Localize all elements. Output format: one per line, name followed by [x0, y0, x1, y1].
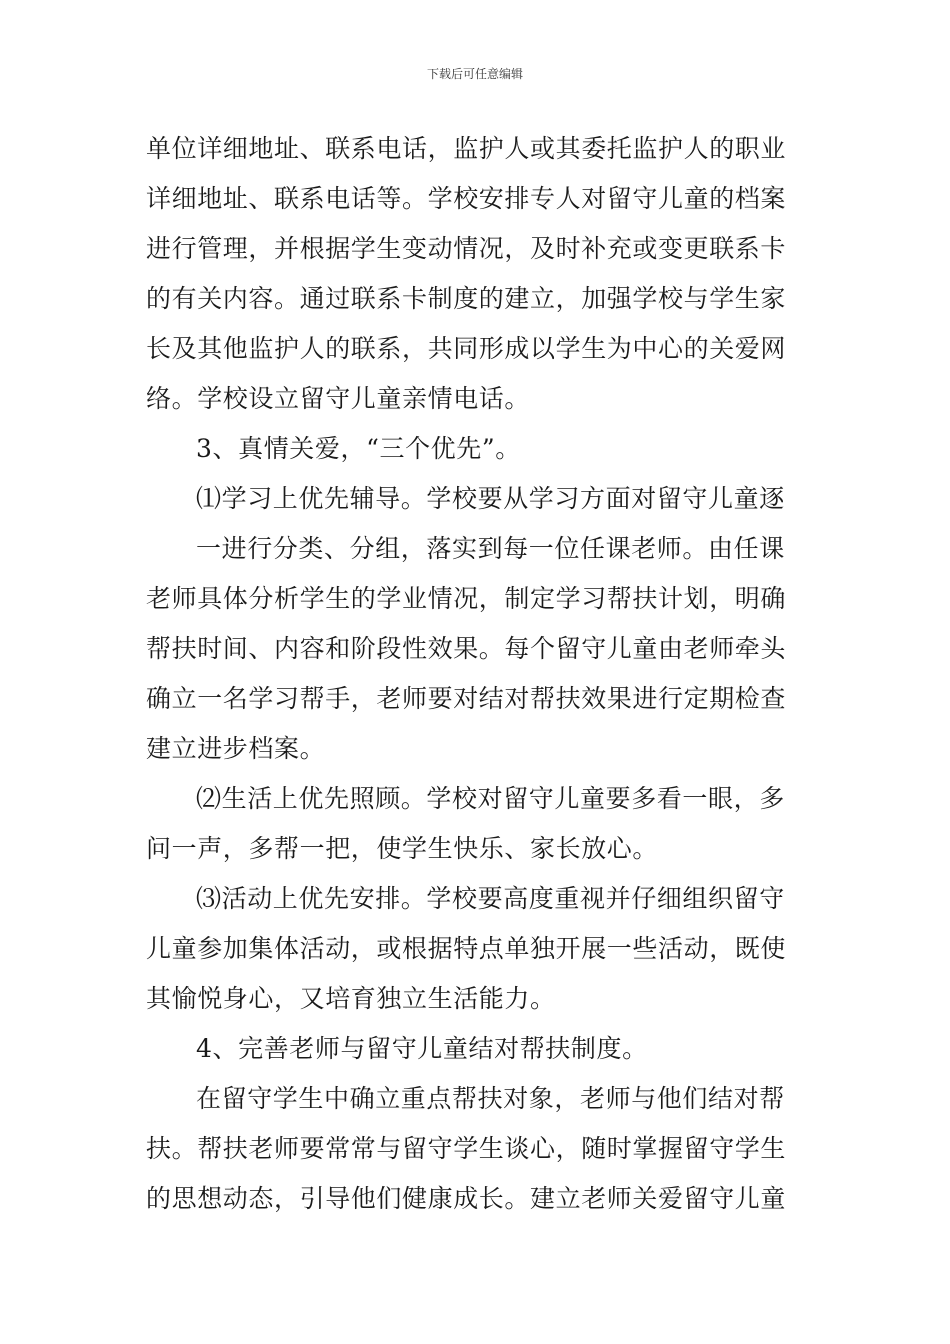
- body-line: 进行管理，并根据学生变动情况，及时补充或变更联系卡: [146, 234, 787, 263]
- body-line: 问一声，多帮一把，使学生快乐、家长放心。: [146, 834, 659, 863]
- page-header: 下载后可任意编辑: [426, 67, 523, 81]
- body-line: 详细地址、联系电话等。学校安排专人对留守儿童的档案: [146, 184, 787, 213]
- section-heading: 3、真情关爱，“三个优先”。: [196, 434, 521, 463]
- body-line: 帮扶时间、内容和阶段性效果。每个留守儿童由老师牵头: [146, 634, 787, 663]
- body-line: 建立进步档案。: [146, 734, 326, 763]
- body-line: 其愉悦身心，又培育独立生活能力。: [146, 984, 556, 1013]
- body-line: 扶。帮扶老师要常常与留守学生谈心，随时掌握留守学生: [146, 1134, 787, 1163]
- body-line: ⑶活动上优先安排。学校要高度重视并仔细组织留守: [196, 884, 785, 913]
- body-line: ⑴学习上优先辅导。学校要从学习方面对留守儿童逐: [196, 484, 785, 513]
- body-line: 络。学校设立留守儿童亲情电话。: [146, 384, 531, 413]
- body-line: 老师具体分析学生的学业情况，制定学习帮扶计划，明确: [146, 584, 787, 613]
- body-line: 确立一名学习帮手，老师要对结对帮扶效果进行定期检查: [146, 684, 787, 713]
- body-line: 儿童参加集体活动，或根据特点单独开展一些活动，既使: [146, 934, 787, 963]
- body-line: 的有关内容。通过联系卡制度的建立，加强学校与学生家: [146, 284, 787, 313]
- body-line: 在留守学生中确立重点帮扶对象，老师与他们结对帮: [196, 1084, 785, 1113]
- section-heading: 4、完善老师与留守儿童结对帮扶制度。: [196, 1034, 648, 1063]
- body-line: 一进行分类、分组，落实到每一位任课老师。由任课: [196, 534, 785, 563]
- body-line: 长及其他监护人的联系，共同形成以学生为中心的关爱网: [146, 334, 787, 363]
- body-line: 的思想动态，引导他们健康成长。建立老师关爱留守儿童: [146, 1184, 787, 1213]
- body-line: ⑵生活上优先照顾。学校对留守儿童要多看一眼，多: [196, 784, 785, 813]
- body-line: 单位详细地址、联系电话，监护人或其委托监护人的职业: [146, 134, 787, 163]
